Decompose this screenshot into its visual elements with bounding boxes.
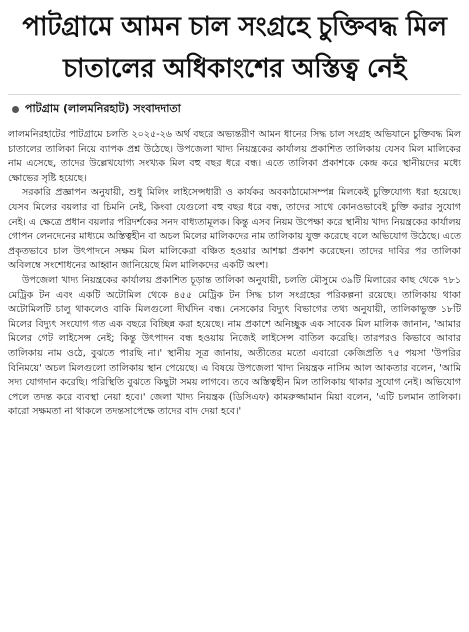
headline-line-2: চাতালের অধিকাংশের অস্তিত্ব নেই (62, 54, 407, 84)
paragraph: উপজেলা খাদ্য নিয়ন্ত্রকের কার্যালয় প্রকাশিত চূড়ান্ত তালিকা অনুযায়ী, চলতি মৌসুমে ৩৯টি মিলারের কাছ থেকে ৭৮১ মেট্রিক টন এবং একটি অটোমিল থেকে ৪৫৫ মেট্রিক টন সিদ্ধ চাল সংগ্রহের পরিকল্পনা রয়েছে। তালিকায় থাকা অটোমিলটি চালু থাকলেও বাকি মিলগুলো দীর্ঘদিন বন্ধ। নেসকোর বিদ্যুৎ বিভাগের তথ্য অনুযায়ী, তালিকাভুক্ত ১৮টি মিলের বিদ্যুৎ সংযোগ গত এক বছরে বিচ্ছিন্ন করা হয়েছে। নাম প্রকাশে অনিচ্ছুক এক সাবেক মিল মালিক জানান, 'আমার মিলের গেট লাইসেন্স নেই; কিন্তু উৎপাদন বন্ধ হওয়ায় নিজেই লাইসেন্স বাতিল করেছি। তারপরও কিভাবে আবার তালিকায় নাম ওঠে, বুঝতে পারছি না।' স্থানীয় সূত্র জানায়, অতীতের মতো এবারো কেজিপ্রতি ৭৫ পয়সা 'উপরির বিনিময়ে' অচল মিলগুলো তালিকায় স্থান পেয়েছে। এ বিষয়ে উপজেলা খাদ্য নিয়ন্ত্রক নাসিম আল আকতার বলেন, 'আমি সদ্য যোগদান করেছি। পরিস্থিতি বুঝতে কিছুটা সময় লাগবে। তবে অস্তিত্বহীন মিল তালিকায় থাকার সুযোগ নেই। অভিযোগ পেলে তদন্ত করে ব্যবস্থা নেয়া হবে।' জেলা খাদ্য নিয়ন্ত্রক (ডিসিএফ) কামরুজ্জামান মিয়া বলেন, 'এটি চলমান তালিকা। কারো সক্ষমতা না থাকলে তদন্তসাপেক্ষে তাদের বাদ দেয়া হবে।' (8, 274, 461, 418)
byline-row (8, 94, 461, 120)
paragraph: লালমনিরহাটের পাটগ্রামে চলতি ২০২৫-২৬ অর্থ বছরে অভ্যন্তরীণ আমন ধানের সিদ্ধ চাল সংগ্রহ অভিযানে চুক্তিবদ্ধ মিল চাতালের তালিকা নিয়ে ব্যাপক প্রশ্ন উঠেছে। উপজেলা খাদ্য নিয়ন্ত্রকের কার্যালয় প্রকাশিত তালিকায় যেসব মিল মালিকের নাম এসেছে, তাদের উল্লেখযোগ্য সংখ্যক মিল বহু বছর ধরে বন্ধ। এতে তালিকা প্রকাশকে কেন্দ্র করে স্থানীয়দের মধ্যে ক্ষোভের সৃষ্টি হয়েছে। (8, 129, 461, 184)
article-body (8, 128, 461, 420)
headline-line-1: পাটগ্রামে আমন চাল সংগ্রহে চুক্তিবদ্ধ মিল (22, 12, 447, 42)
bullet-icon (12, 106, 19, 113)
byline: পাটগ্রাম (লালমনিরহাট) সংবাদদাতা (25, 101, 181, 115)
article-headline (8, 6, 461, 90)
paragraph: সরকারি প্রজ্ঞাপন অনুযায়ী, শুধু মিলিং লাইসেন্সধারী ও কার্যকর অবকাঠামোসম্পন্ন মিলকেই চুক্তিযোগ্য ধরা হয়েছে। যেসব মিলের বয়লার বা চিমনি নেই, কিংবা যেগুলো বহু বছর ধরে বন্ধ, তাদের সাথে কোনওভাবেই চুক্তি করার সুযোগ নেই। এ ক্ষেত্রে প্রধান বয়লার পরিদর্শকের সনদ বাধ্যতামূলক। কিন্তু এসব নিয়ম উপেক্ষা করে স্থানীয় খাদ্য নিয়ন্ত্রকের কার্যালয় গোপন লেনদেনের মাধ্যমে অস্তিত্বহীন বা অচল মিলের মালিকদের নাম তালিকায় যুক্ত করেছে বলে অভিযোগ উঠেছে। এতে প্রকৃতভাবে চাল উৎপাদনে সক্ষম মিল মালিকেরা বঞ্চিত হওয়ার আশঙ্কা প্রকাশ করেছেন। তাদের দাবির পর তালিকা অবিলম্বে সংশোধনের আহ্বান জানিয়েছে মিল মালিকদের একটি অংশ। (8, 187, 461, 272)
